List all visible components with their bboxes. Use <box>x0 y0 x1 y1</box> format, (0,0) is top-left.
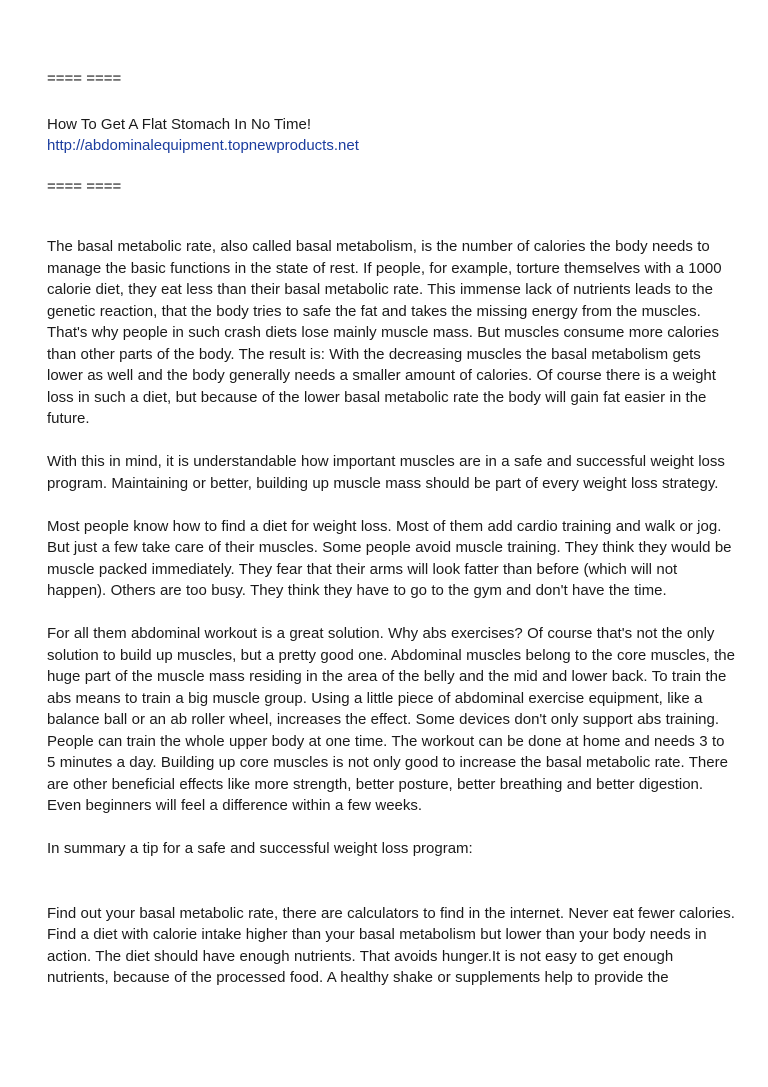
source-link[interactable]: http://abdominalequipment.topnewproducts.net <box>47 137 359 154</box>
article-body <box>47 236 737 989</box>
paragraph-summary-intro: In summary a tip for a safe and successful weight loss program: <box>47 840 473 857</box>
paragraph-tip-metabolic-rate: Find out your basal metabolic rate, there are calculators to find in the internet. Never eat fewer calories. <box>47 904 735 922</box>
paragraph-diet-habits: Most people know how to find a diet for weight loss. Most of them add cardio training and walk or jog. But just a few take care of their muscles. Some people avoid muscle training. They think they would be muscle packed immediately. They fear that their arms will look fatter than before (which will not happen). Others are too busy. They think they have to go to the gym and don't have the time. <box>47 517 732 599</box>
paragraph-abdominal-workout: For all them abdominal workout is a great solution. Why abs exercises? Of course that's not the only solution to build up muscles, but a pretty good one. Abdominal muscles belong to the core muscles, the huge part of the muscle mass residing in the area of the belly and the mid and lower back. To train the abs means to train a big muscle group. Using a little piece of abdominal exercise equipment, like a balance ball or an ab roller wheel, increases the effect. Some devices don't only support abs training. People can train the whole upper body at one time. The workout can be done at home and needs 3 to 5 minutes a day. Building up core muscles is not only good to increase the basal metabolic rate. There are other beneficial effects like more strength, better posture, better breathing and better digestion. Even beginners will feel a difference within a few weeks. <box>47 625 735 814</box>
paragraph-basal-metabolic-rate: The basal metabolic rate, also called basal metabolism, is the number of calories the body needs to manage the basic functions in the state of rest. If people, for example, torture themselves with a 1000 calorie diet, they eat less than their basal metabolic rate. This immense lack of nutrients leads to the genetic reaction, that the body tries to safe the fat and takes the missing energy from the muscles. That's why people in such crash diets lose mainly muscle mass. But muscles consume more calories than other parts of the body. The result is: With the decreasing muscles the basal metabolism gets lower as well and the body generally needs a smaller amount of calories. Of course there is a weight loss in such a diet, but because of the lower basal metabolic rate the body will gain fat easier in the future. <box>47 238 722 427</box>
paragraph-tip-diet: Find a diet with calorie intake higher than your basal metabolism but lower than your body needs in action. The diet should have enough nutrients. That avoids hunger.It is not easy to get enough nutrients, because of the processed food. A healthy shake or supplements help to provide the <box>47 926 707 986</box>
separator-bottom: ==== ==== <box>47 178 122 195</box>
separator-top: ==== ==== <box>47 70 122 87</box>
article-title: How To Get A Flat Stomach In No Time! <box>47 116 312 133</box>
paragraph-muscles-importance: With this in mind, it is understandable how important muscles are in a safe and successful weight loss program. Maintaining or better, building up muscle mass should be part of every weight loss strategy. <box>47 453 725 492</box>
